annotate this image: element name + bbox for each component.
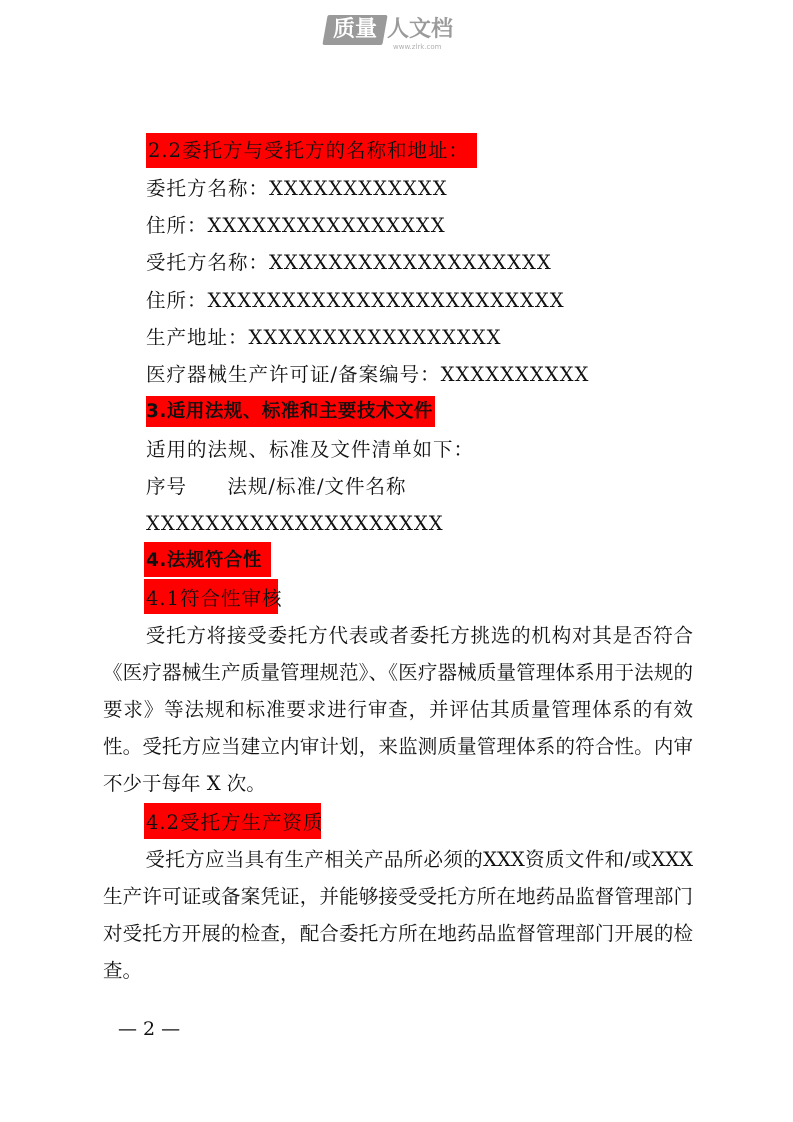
entrusted-party-address: 住所：XXXXXXXXXXXXXXXXXXXXXXXX <box>146 289 565 312</box>
logo-left-text: 质量 <box>332 17 377 42</box>
logo-badge <box>322 15 387 45</box>
column-header-sequence: 序号 <box>146 475 188 498</box>
section-4-2-heading: 4.2受托方生产资质 <box>146 811 324 834</box>
table-header <box>146 474 407 500</box>
section-4-2-body: 受托方应当具有生产相关产品所必须的XXX资质文件和/或XXX生产许可证或备案凭证，并能够接受受托方所在地药品监督管理部门对受托方开展的检查，配合委托方所在地药品监督管理部门开展的检查。 <box>103 848 693 982</box>
entrusting-party-name: 委托方名称：XXXXXXXXXXXX <box>146 177 448 200</box>
section-2-2-heading: 2.2委托方与受托方的名称和地址： <box>146 138 477 164</box>
section-3-heading: 3.适用法规、标准和主要技术文件 <box>146 399 435 425</box>
section-4-heading: 4.法规符合性 <box>146 550 262 571</box>
entrusting-party-address: 住所：XXXXXXXXXXXXXXXX <box>146 214 446 237</box>
logo-right-text: 人文档 <box>387 17 454 42</box>
table-row: XXXXXXXXXXXXXXXXXXXX <box>146 512 444 535</box>
watermark-logo <box>325 13 465 51</box>
entrusted-party-name: 受托方名称：XXXXXXXXXXXXXXXXXXX <box>146 251 552 274</box>
logo-url: www.zlrk.com <box>393 43 442 51</box>
section-4-1-body: 受托方将接受委托方代表或者委托方挑选的机构对其是否符合《医疗器械生产质量管理规范》、《医疗器械质量管理体系用于法规的要求》等法规和标准要求进行审查，并评估其质量管理体系的有效性。受托方应当建立内审计划，来监测质量管理体系的符合性。内审不少于每年 X 次。 <box>103 624 693 795</box>
regulations-intro: 适用的法规、标准及文件清单如下： <box>146 438 475 461</box>
page-number: — 2 — <box>118 1018 181 1040</box>
production-address: 生产地址：XXXXXXXXXXXXXXXXX <box>146 326 502 349</box>
column-header-document-name: 法规/标准/文件名称 <box>227 475 407 498</box>
section-4-1-heading: 4.1符合性审核 <box>146 587 283 610</box>
license-number: 医疗器械生产许可证/备案编号：XXXXXXXXXX <box>146 363 590 386</box>
